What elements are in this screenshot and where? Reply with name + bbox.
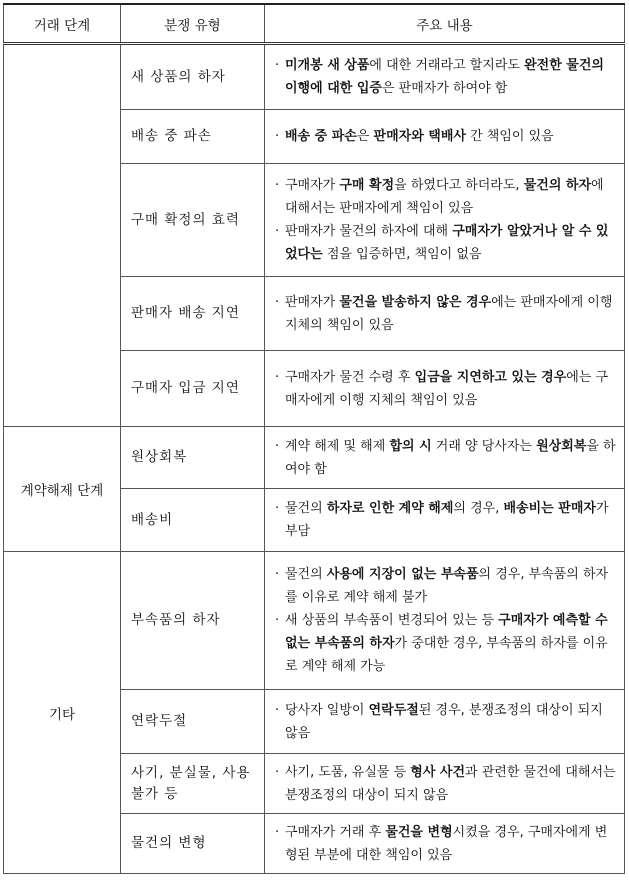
text-segment: 에 대해서는 판매자에게 책임이 있음 xyxy=(285,178,604,216)
text-segment: 의 경우, 부속품의 하자를 이유로 계약 해제 불가 xyxy=(285,567,609,605)
bullet-dot-icon: · xyxy=(275,438,280,454)
text-segment: 에는 구매자에게 이행 지체의 책임이 있음 xyxy=(285,369,609,408)
bullet-dot-icon: · xyxy=(275,702,280,718)
stage-etc: 기타 xyxy=(4,552,121,874)
main-content xyxy=(265,489,625,552)
bold-phrase: 완전한 물건의 이행에 대한 입증 xyxy=(285,58,604,96)
content-bullet xyxy=(275,609,618,678)
text-segment: 구매자가 거래 후 xyxy=(285,824,386,840)
text-segment: 사기, 도품, 유실물 등 xyxy=(285,764,411,780)
bullet-dot-icon: · xyxy=(275,294,280,310)
text-segment: 에는 판매자에게 이행 지체의 책임이 있음 xyxy=(285,294,613,333)
header-type: 분쟁 유형 xyxy=(121,4,265,44)
bullet-text xyxy=(285,609,618,678)
bullet-dot-icon: · xyxy=(275,764,280,780)
text-segment: 판매자가 물건의 하자에 대해 xyxy=(285,224,453,239)
text-segment: 구매자가 xyxy=(285,178,340,193)
text-segment: 거래 양 당사자는 xyxy=(431,438,537,454)
main-content xyxy=(265,351,625,427)
header-row xyxy=(4,4,625,44)
dispute-type: 부속품의 하자 xyxy=(121,552,265,690)
main-content xyxy=(265,690,625,754)
main-content xyxy=(265,427,625,489)
text-segment: 간 책임이 있음 xyxy=(465,129,554,144)
dispute-type: 구매 확정의 효력 xyxy=(121,164,265,277)
bold-phrase: 미개봉 새 상품 xyxy=(285,58,370,73)
text-segment: 을 하였다고 하더라도, xyxy=(394,178,524,193)
bullet-dot-icon: · xyxy=(275,369,280,385)
text-segment: 에 대한 거래라고 할지라도 xyxy=(369,58,525,73)
bold-phrase: 구매자가 예측할 수 없는 부속품의 하자 xyxy=(285,613,608,651)
text-segment: 점을 입증하면, 책임이 없음 xyxy=(322,247,482,262)
content-bullet xyxy=(275,435,618,481)
content-bullet xyxy=(275,821,618,867)
dispute-type: 연락두절 xyxy=(121,690,265,754)
text-segment: 구매자가 물건 수령 후 xyxy=(285,369,415,385)
bullet-dot-icon: · xyxy=(275,178,280,193)
bullet-dot-icon: · xyxy=(275,501,280,516)
bullet-dot-icon: · xyxy=(275,567,280,582)
bold-phrase: 입금을 지연하고 있는 경우 xyxy=(414,369,567,385)
text-segment: 의 경우, xyxy=(453,501,504,516)
bullet-text xyxy=(285,497,618,543)
text-segment: 물건의 xyxy=(285,501,327,516)
text-segment: 가 부담 xyxy=(285,501,609,539)
bullet-text xyxy=(285,220,618,266)
text-segment: 가 중대한 경우, 부속품의 하자를 이유로 계약 해제 가능 xyxy=(285,636,608,674)
text-segment: 당사자 일방이 xyxy=(285,702,369,718)
bullet-text xyxy=(285,821,618,867)
content-bullet xyxy=(275,699,618,745)
content-bullet xyxy=(275,497,618,543)
content-bullet xyxy=(275,761,618,807)
bold-phrase: 판매자와 택배사 xyxy=(373,129,466,144)
stage-trade xyxy=(4,44,121,427)
text-segment: 새 상품의 부속품이 변경되어 있는 등 xyxy=(285,613,499,628)
dispute-type: 판매자 배송 지연 xyxy=(121,277,265,351)
bullet-text xyxy=(285,699,618,745)
dispute-type: 새 상품의 하자 xyxy=(121,44,265,110)
bold-phrase: 원상회복 xyxy=(536,438,587,454)
bullet-dot-icon: · xyxy=(275,129,280,144)
bullet-dot-icon: · xyxy=(275,613,280,628)
content-bullet xyxy=(275,366,618,412)
bold-phrase: 하자로 인한 계약 해제 xyxy=(326,501,454,516)
bold-phrase: 물건을 변형 xyxy=(385,824,453,840)
main-content xyxy=(265,754,625,814)
main-content xyxy=(265,814,625,874)
dispute-type: 사기, 분실물, 사용불가 등 xyxy=(121,754,265,814)
bold-phrase: 배송 중 파손 xyxy=(285,129,357,144)
bold-phrase: 사용에 지장이 없는 부속품 xyxy=(326,567,479,582)
bullet-text xyxy=(285,366,618,412)
text-segment: 은 xyxy=(356,129,374,144)
content-bullet xyxy=(275,125,618,148)
bold-phrase: 구매 확정 xyxy=(339,178,395,193)
table-row xyxy=(4,44,625,110)
content-bullet xyxy=(275,563,618,609)
bullet-text xyxy=(285,563,618,609)
bold-phrase: 물건을 발송하지 않은 경우 xyxy=(339,294,492,310)
bold-phrase: 구매자가 알았거나 알 수 있었다는 xyxy=(285,224,609,262)
bold-phrase: 배송비는 판매자 xyxy=(503,501,596,516)
content-bullet xyxy=(275,291,618,337)
dispute-type: 물건의 변형 xyxy=(121,814,265,874)
main-content xyxy=(265,110,625,164)
text-segment: 을 하여야 함 xyxy=(285,438,616,477)
bullet-text xyxy=(285,125,618,148)
header-content: 주요 내용 xyxy=(265,4,625,44)
bullet-text xyxy=(285,54,618,100)
bullet-dot-icon: · xyxy=(275,224,280,239)
bold-phrase: 합의 시 xyxy=(389,438,432,454)
bullet-text xyxy=(285,291,618,337)
text-segment: 과 관련한 물건에 대해서는 분쟁조정의 대상이 되지 않음 xyxy=(285,764,616,803)
dispute-type: 원상회복 xyxy=(121,427,265,489)
main-content xyxy=(265,164,625,277)
bold-phrase: 물건의 하자 xyxy=(523,178,592,193)
bullet-dot-icon: · xyxy=(275,824,280,840)
main-content xyxy=(265,277,625,351)
text-segment: 시켰을 경우, 구매자에게 변형된 부분에 대한 책임이 있음 xyxy=(285,824,608,863)
bold-phrase: 형사 사건 xyxy=(410,764,466,780)
bullet-dot-icon: · xyxy=(275,58,280,73)
text-segment: 계약 해제 및 해제 xyxy=(285,438,390,454)
content-bullet xyxy=(275,220,618,266)
dispute-type: 배송 중 파손 xyxy=(121,110,265,164)
main-content xyxy=(265,44,625,110)
dispute-type: 배송비 xyxy=(121,489,265,552)
main-content xyxy=(265,552,625,690)
bullet-text xyxy=(285,761,618,807)
text-segment: 물건의 xyxy=(285,567,327,582)
header-stage: 거래 단계 xyxy=(4,4,121,44)
table-row xyxy=(4,552,625,690)
text-segment: 판매자가 xyxy=(285,294,340,310)
text-segment: 된 경우, 분쟁조정의 대상이 되지 않음 xyxy=(285,702,603,741)
bullet-text xyxy=(285,435,618,481)
bullet-text xyxy=(285,174,618,220)
content-bullet xyxy=(275,54,618,100)
stage-cancel: 계약해제 단계 xyxy=(4,427,121,552)
table-row xyxy=(4,427,625,489)
bold-phrase: 연락두절 xyxy=(368,702,419,718)
dispute-type: 구매자 입금 지연 xyxy=(121,351,265,427)
text-segment: 은 판매자가 하여야 함 xyxy=(381,81,508,96)
dispute-type-table xyxy=(3,3,625,874)
content-bullet xyxy=(275,174,618,220)
